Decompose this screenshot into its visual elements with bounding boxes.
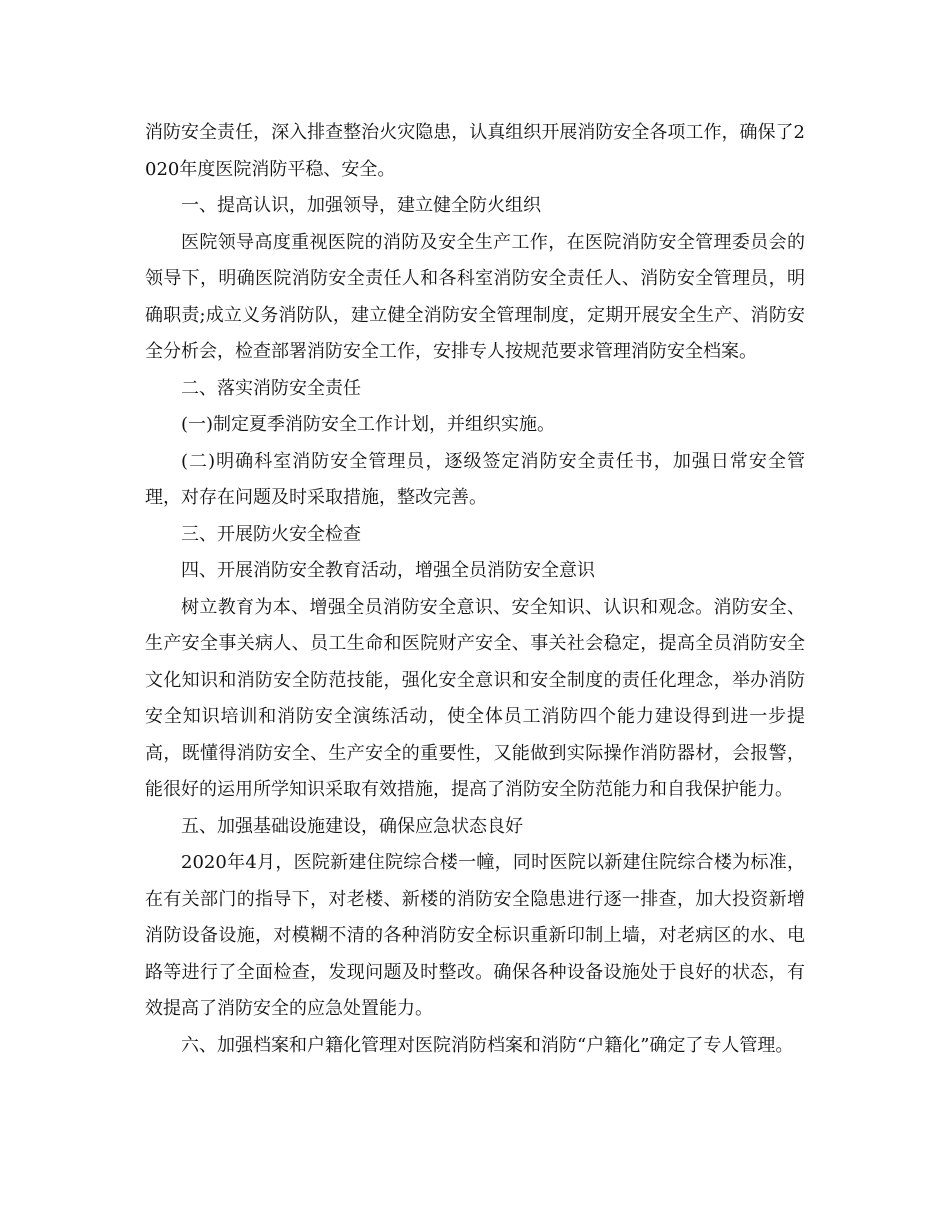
paragraph: 2020年4月，医院新建住院综合楼一幢，同时医院以新建住院综合楼为标准，在有关部门的指导下，对老楼、新楼的消防安全隐患进行逐一排查，加大投资新增消防设备设施，对模糊不清的各种消防安全标识重新印制上墙，对老病区的水、电路等进行了全面检查，发现问题及时整改。确保各种设备设施处于良好的状态，有效提高了消防安全的应急处置能力。 xyxy=(145,852,805,1019)
section-heading-4: 四、开展消防安全教育活动，增强全员消防安全意识 xyxy=(181,560,595,581)
paragraph-continuation: 消防安全责任，深入排查整治火灾隐患，认真组织开展消防安全各项工作，确保了2020年度医院消防平稳、安全。 xyxy=(145,122,805,180)
section-heading-2: 二、落实消防安全责任 xyxy=(181,377,361,399)
document-body xyxy=(145,115,805,1064)
paragraph: 树立教育为本、增强全员消防安全意识、安全知识、认识和观念。消防安全、生产安全事关病人、员工生命和医院财产安全、事关社会稳定，提高全员消防安全文化知识和消防安全防范技能，强化安全意识和安全制度的责任化理念，举办消防安全知识培训和消防安全演练活动，使全体员工消防四个能力建设得到进一步提高，既懂得消防安全、生产安全的重要性，又能做到实际操作消防器材，会报警，能很好的运用所学知识采取有效措施，提高了消防安全防范能力和自我保护能力。 xyxy=(145,596,805,800)
section-heading-6: 六、加强档案和户籍化管理对医院消防档案和消防“户籍化”确定了专人管理。 xyxy=(181,1034,794,1056)
sub-item-2: (二)明确科室消防安全管理员，逐级签定消防安全责任书，加强日常安全管理，对存在问题及时采取措施，整改完善。 xyxy=(145,450,805,508)
section-heading-1: 一、提高认识，加强领导，建立健全防火组织 xyxy=(181,195,541,216)
sub-item-1: (一)制定夏季消防安全工作计划，并组织实施。 xyxy=(181,414,556,435)
section-heading-5: 五、加强基础设施建设，确保应急状态良好 xyxy=(181,815,523,837)
paragraph: 医院领导高度重视医院的消防及安全生产工作，在医院消防安全管理委员会的领导下，明确医院消防安全责任人和各科室消防安全责任人、消防安全管理员，明确职责;成立义务消防队，建立健全消防安全管理制度，定期开展安全生产、消防安全分析会，检查部署消防安全工作，安排专人按规范要求管理消防安全档案。 xyxy=(145,231,805,362)
section-heading-3: 三、开展防火安全检查 xyxy=(181,523,361,545)
